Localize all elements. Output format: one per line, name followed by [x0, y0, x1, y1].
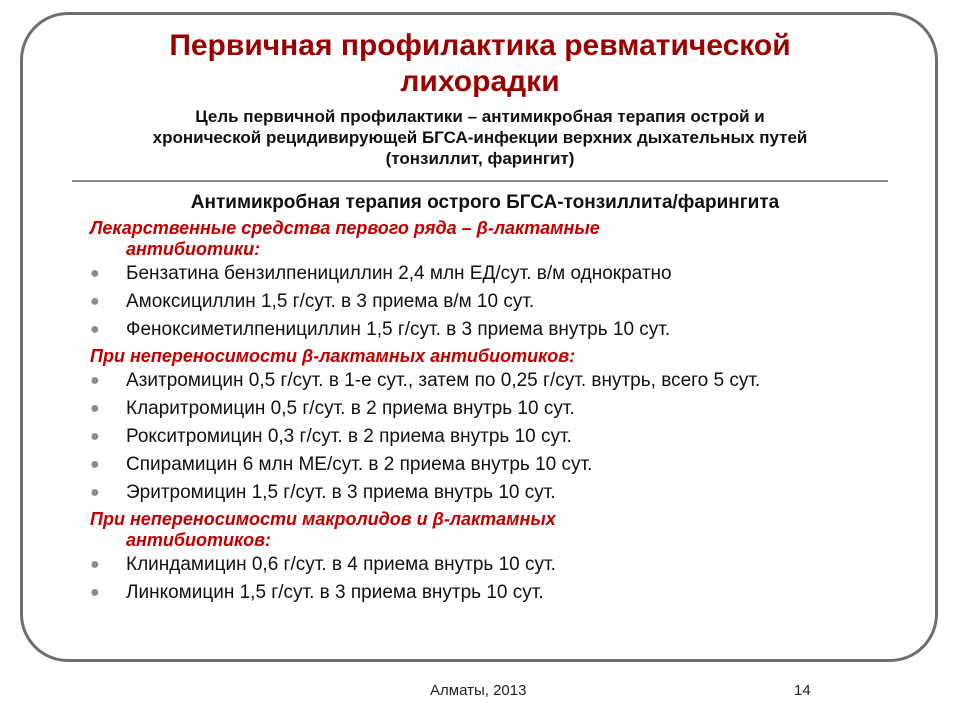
section-title: [90, 218, 880, 260]
list-item-text: Бензатина бензилпенициллин 2,4 млн ЕД/сут. в/м однократно: [126, 263, 672, 284]
section-title-line-2: антибиотики:: [126, 239, 261, 259]
list-item: [90, 553, 880, 577]
section-title-line-2: антибиотиков:: [126, 530, 272, 550]
section-title-line-1: При непереносимости макролидов и β-лактамных: [90, 509, 556, 529]
list-item-text: Кларитромицин 0,5 г/сут. в 2 приема внутрь 10 сут.: [126, 398, 575, 419]
list-item: [90, 453, 880, 477]
bullet-dot-icon: ●: [90, 428, 100, 445]
drug-list: [90, 262, 880, 342]
bullet-dot-icon: ●: [90, 372, 100, 389]
section-title-line-1: Лекарственные средства первого ряда – β-лактамные: [90, 218, 600, 238]
list-item: [90, 369, 880, 393]
section-first-line: [90, 218, 880, 342]
list-item-text: Клиндамицин 0,6 г/сут. в 4 приема внутрь 10 сут.: [126, 554, 556, 575]
section-title-line-1: При непереносимости β-лактамных антибиотиков:: [90, 346, 576, 366]
bullet-dot-icon: ●: [90, 584, 100, 601]
drug-list: [90, 553, 880, 605]
bullet-dot-icon: ●: [90, 293, 100, 310]
title-line-1: Первичная профилактика ревматической: [169, 29, 791, 62]
list-item: [90, 318, 880, 342]
bullet-dot-icon: ●: [90, 484, 100, 501]
footer-city-year: Алматы, 2013: [430, 682, 527, 699]
content-heading: Антимикробная терапия острого БГСА-тонзиллита/фарингита: [190, 192, 780, 213]
bullet-dot-icon: ●: [90, 321, 100, 338]
list-item-text: Азитромицин 0,5 г/сут. в 1-е сут., затем по 0,25 г/сут. внутрь, всего 5 сут.: [126, 370, 761, 391]
title-line-2: лихорадки: [400, 65, 560, 98]
footer-page-number: 14: [794, 682, 811, 699]
drug-list: [90, 369, 880, 505]
section-title: [90, 509, 880, 551]
list-item: [90, 262, 880, 286]
list-item-text: Линкомицин 1,5 г/сут. в 3 приема внутрь 10 сут.: [126, 582, 544, 603]
bullet-dot-icon: ●: [90, 400, 100, 417]
bullet-dot-icon: ●: [90, 265, 100, 282]
bullet-dot-icon: ●: [90, 456, 100, 473]
section-title: [90, 346, 880, 367]
list-item-text: Амоксициллин 1,5 г/сут. в 3 приема в/м 10 сут.: [126, 291, 535, 312]
divider-line: [72, 180, 888, 182]
section-beta-lactam-intolerance: [90, 346, 880, 505]
list-item: [90, 290, 880, 314]
list-item-text: Спирамицин 6 млн МЕ/сут. в 2 приема внутрь 10 сут.: [126, 454, 593, 475]
slide-content: [90, 190, 880, 609]
list-item-text: Эритромицин 1,5 г/сут. в 3 приема внутрь 10 сут.: [126, 482, 556, 503]
bullet-dot-icon: ●: [90, 556, 100, 573]
section-macrolide-intolerance: [90, 509, 880, 605]
slide-subtitle: Цель первичной профилактики – антимикробная терапия острой и хронической рецидивирующей БГСА-инфекции верхних дыхательных путей (тонзиллит, фарингит): [152, 107, 808, 168]
list-item-text: Феноксиметилпенициллин 1,5 г/сут. в 3 приема внутрь 10 сут.: [126, 319, 671, 340]
slide-title: [60, 28, 900, 100]
list-item: [90, 425, 880, 449]
list-item: [90, 481, 880, 505]
list-item: [90, 581, 880, 605]
list-item: [90, 397, 880, 421]
list-item-text: Рокситромицин 0,3 г/сут. в 2 приема внутрь 10 сут.: [126, 426, 572, 447]
